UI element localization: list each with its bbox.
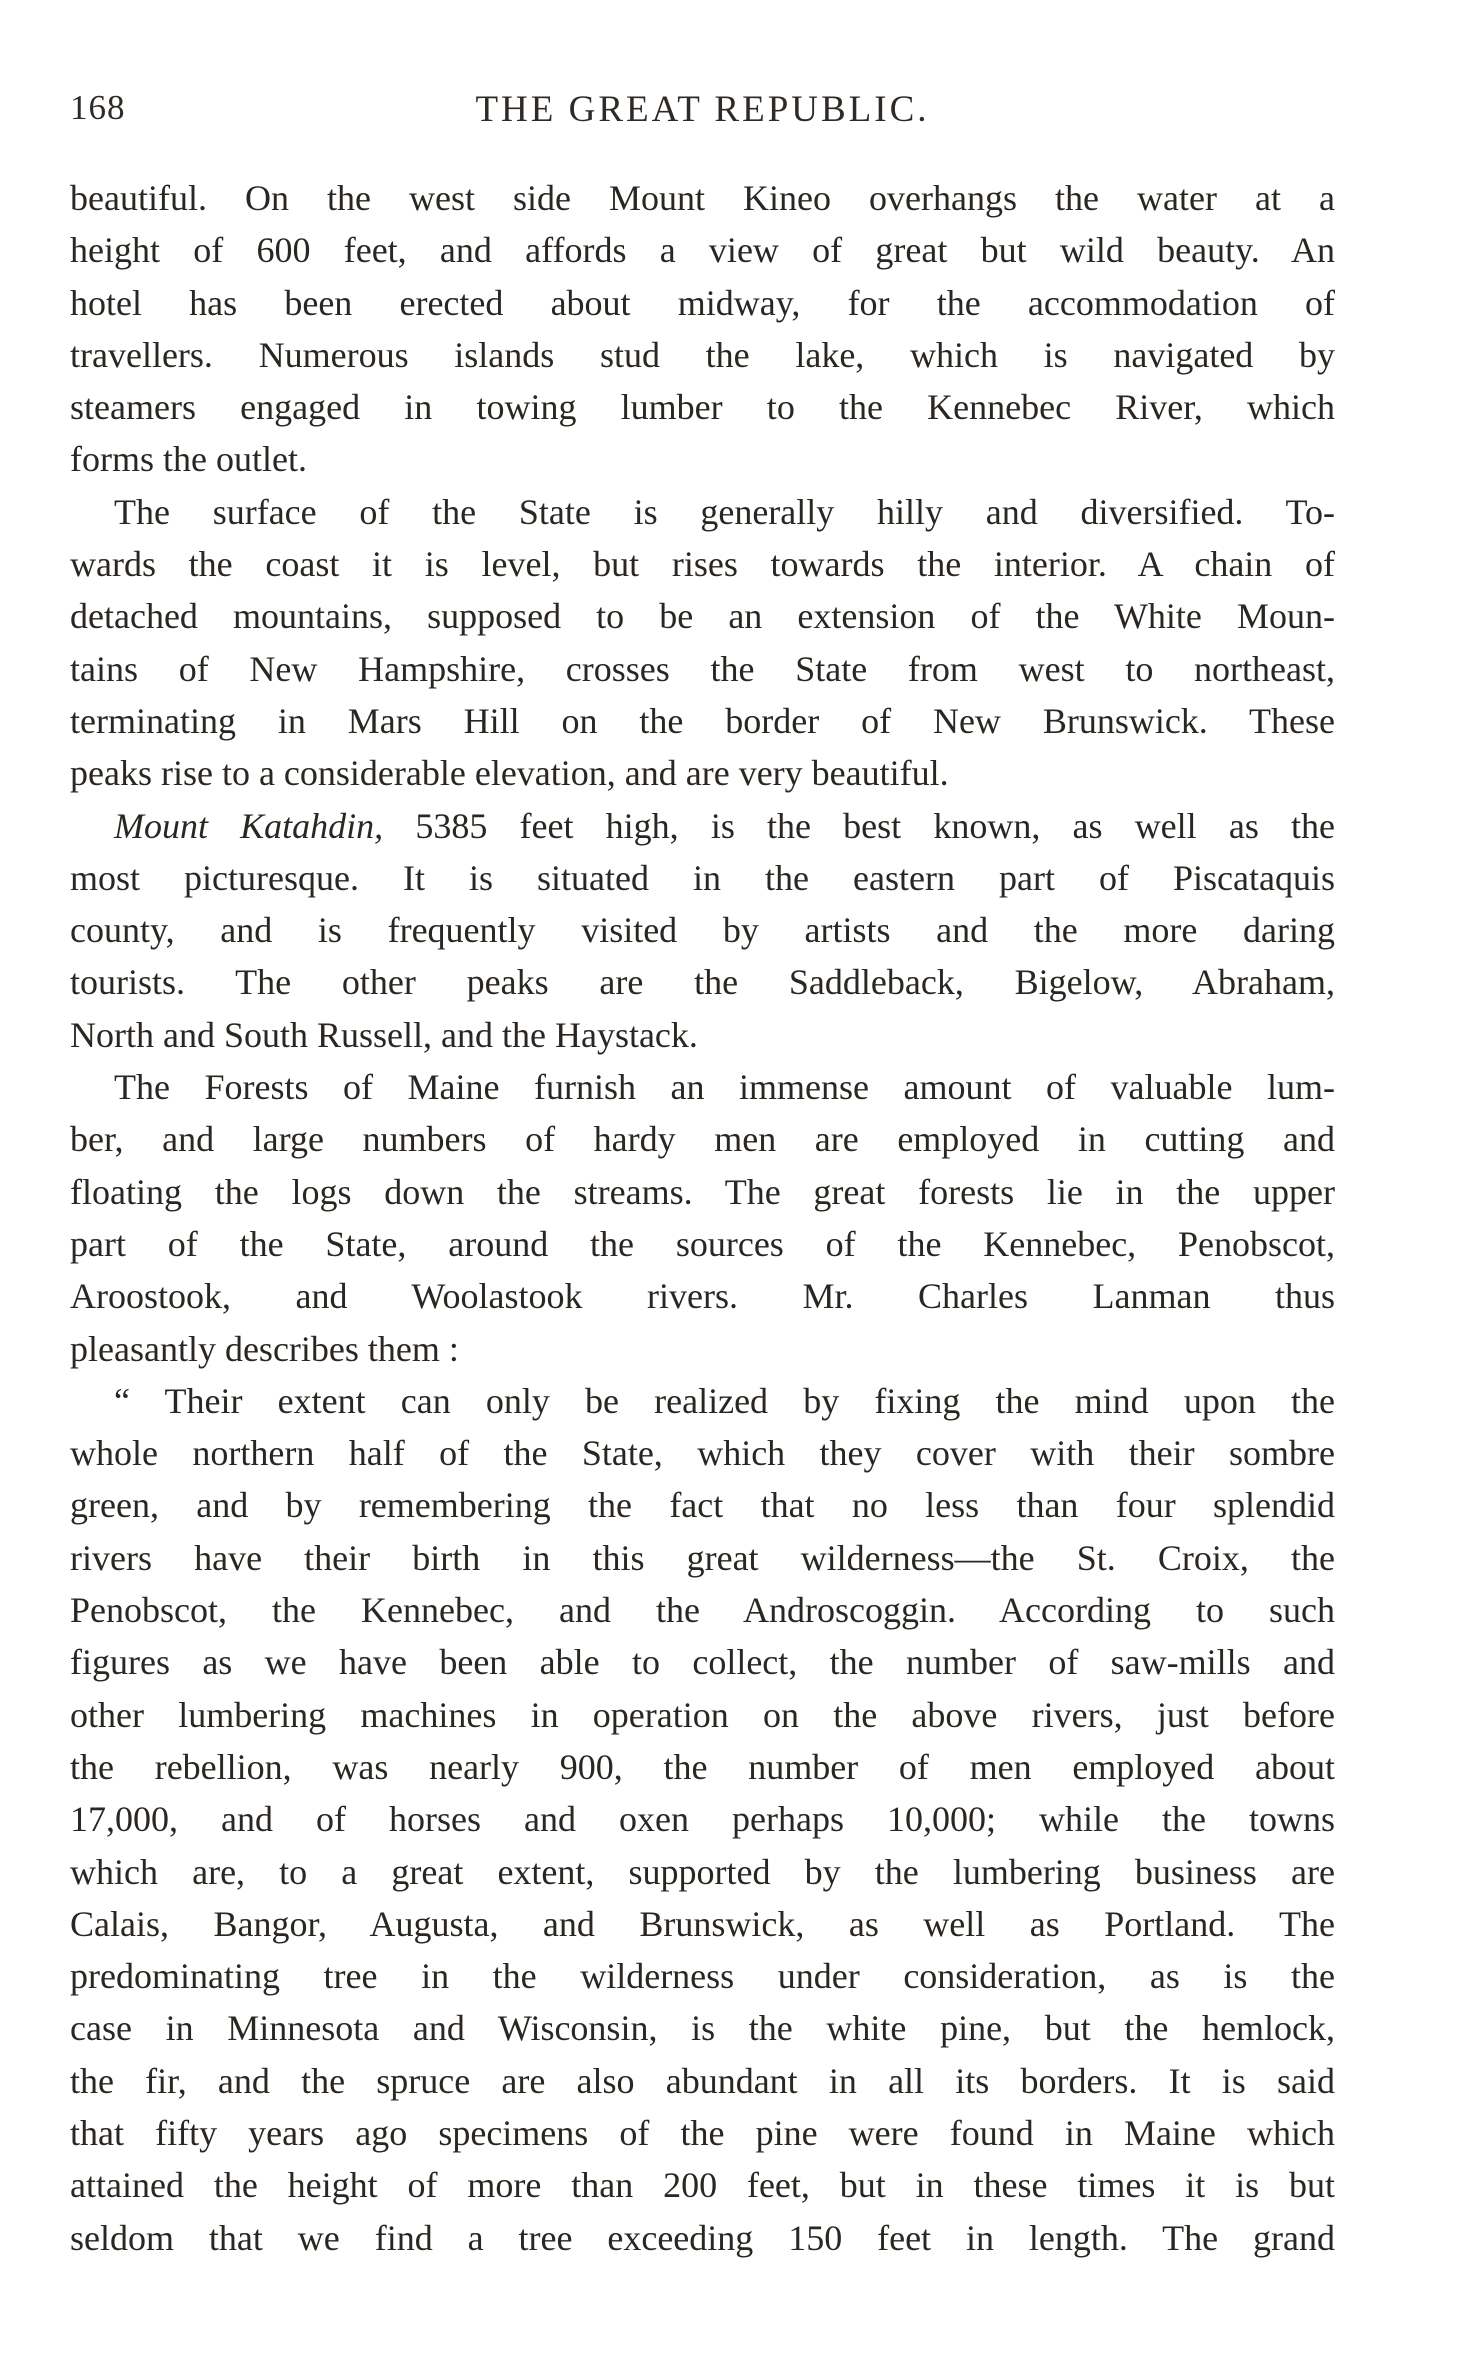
text-line: pleasantly describes them : — [70, 1328, 459, 1369]
text-line: Penobscot, the Kennebec, and the Androscoggin. According to such — [70, 1590, 1335, 1631]
page-number: 168 — [70, 88, 126, 127]
text-line: case in Minnesota and Wisconsin, is the white pine, but the hemlock, — [70, 2008, 1335, 2049]
text-line: the fir, and the spruce are also abundant in all its borders. It is said — [70, 2060, 1335, 2101]
text-line: which are, to a great extent, supported by the lumbering business are — [70, 1851, 1335, 1892]
text-line: that fifty years ago specimens of the pine were found in Maine which — [70, 2112, 1335, 2153]
text-line: most picturesque. It is situated in the eastern part of Piscataquis — [70, 857, 1335, 898]
text-line: detached mountains, supposed to be an extension of the White Moun- — [70, 596, 1335, 637]
text-line: forms the outlet. — [70, 439, 307, 480]
text-line: The surface of the State is generally hilly and diversified. To- — [114, 491, 1335, 532]
text-line: The Forests of Maine furnish an immense amount of valuable lum- — [114, 1067, 1335, 1108]
text-line — [70, 800, 1335, 852]
body-text — [70, 172, 1335, 2264]
text-line: attained the height of more than 200 feet, but in these times it is but — [70, 2165, 1335, 2206]
running-title: THE GREAT REPUBLIC. — [475, 89, 930, 130]
text-line: beautiful. On the west side Mount Kineo overhangs the water at a — [70, 178, 1335, 218]
text-segment: 5385 feet high, is the best known, as well as the — [383, 805, 1335, 846]
text-line: North and South Russell, and the Haystack. — [70, 1014, 698, 1055]
text-line: county, and is frequently visited by artists and the more daring — [70, 910, 1335, 951]
text-line: whole northern half of the State, which they cover with their sombre — [70, 1433, 1335, 1474]
text-line: 17,000, and of horses and oxen perhaps 10,000; while the towns — [70, 1799, 1335, 1840]
text-line: Calais, Bangor, Augusta, and Brunswick, as well as Portland. The — [70, 1903, 1335, 1944]
text-line: other lumbering machines in operation on the above rivers, just before — [70, 1694, 1335, 1735]
text-line: hotel has been erected about midway, for the accommodation of — [70, 282, 1335, 323]
text-line: “ Their extent can only be realized by fixing the mind upon the — [114, 1380, 1335, 1421]
running-head — [70, 88, 1335, 148]
text-line: predominating tree in the wilderness under consideration, as is the — [70, 1956, 1335, 1997]
text-line: rivers have their birth in this great wilderness—the St. Croix, the — [70, 1537, 1335, 1578]
text-line: wards the coast it is level, but rises towards the interior. A chain of — [70, 544, 1335, 585]
italic-phrase: Mount Katahdin, — [114, 805, 384, 846]
text-line: the rebellion, was nearly 900, the number of men employed about — [70, 1746, 1335, 1787]
text-line: seldom that we find a tree exceeding 150 feet in length. The grand — [70, 2217, 1335, 2258]
text-line: tains of New Hampshire, crosses the State from west to northeast, — [70, 648, 1335, 689]
text-line: Aroostook, and Woolastook rivers. Mr. Charles Lanman thus — [70, 1276, 1335, 1317]
text-line: height of 600 feet, and affords a view of great but wild beauty. An — [70, 230, 1335, 271]
text-line: terminating in Mars Hill on the border of New Brunswick. These — [70, 700, 1335, 741]
text-line: green, and by remembering the fact that no less than four splendid — [70, 1485, 1335, 1526]
text-line: travellers. Numerous islands stud the lake, which is navigated by — [70, 334, 1335, 375]
text-line: floating the logs down the streams. The great forests lie in the upper — [70, 1171, 1335, 1212]
text-line: steamers engaged in towing lumber to the Kennebec River, which — [70, 387, 1335, 428]
text-line: figures as we have been able to collect, the number of saw-mills and — [70, 1642, 1335, 1683]
text-line: peaks rise to a considerable elevation, and are very beautiful. — [70, 753, 949, 794]
text-line: tourists. The other peaks are the Saddleback, Bigelow, Abraham, — [70, 962, 1335, 1003]
text-line: ber, and large numbers of hardy men are employed in cutting and — [70, 1119, 1335, 1160]
text-line: part of the State, around the sources of the Kennebec, Penobscot, — [70, 1223, 1335, 1264]
